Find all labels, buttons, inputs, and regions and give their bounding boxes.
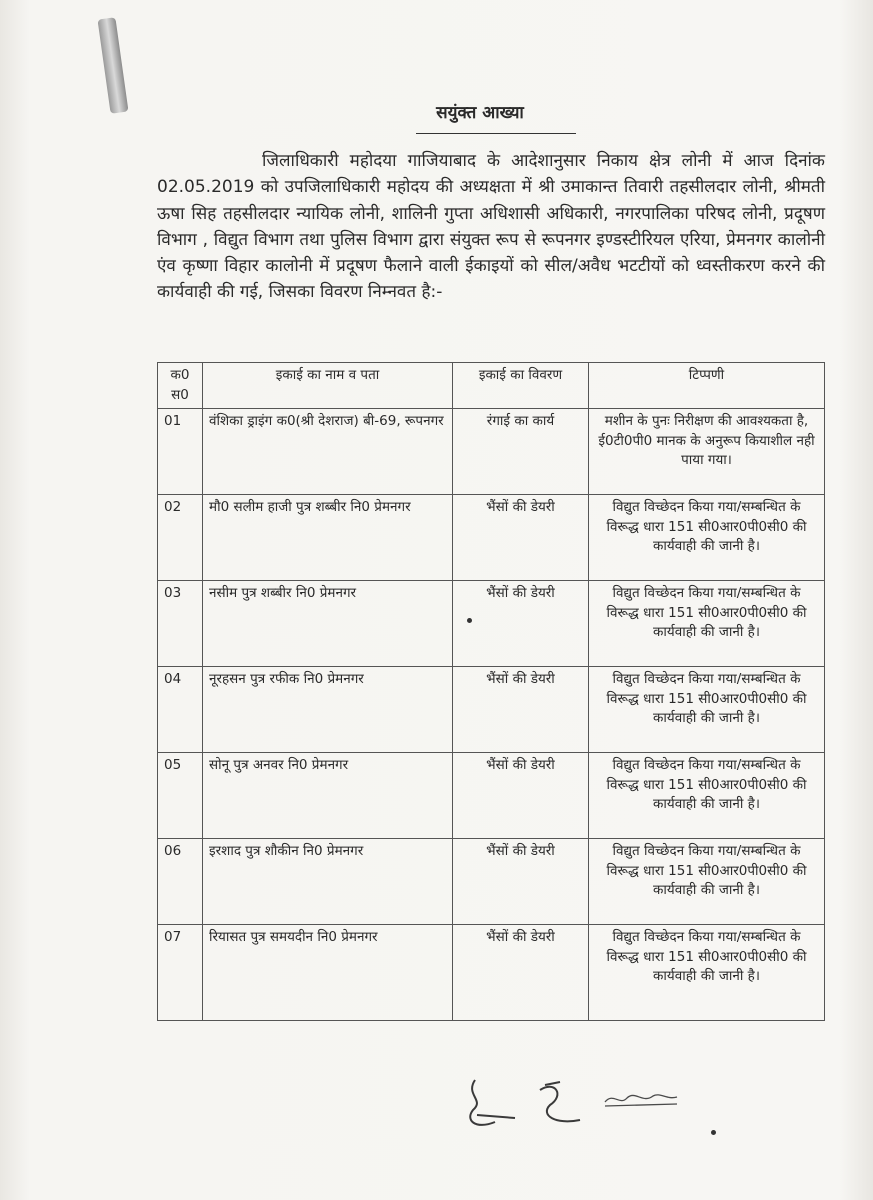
table-row	[158, 495, 825, 581]
units-table	[157, 362, 825, 1021]
row-unit-name: इरशाद पुत्र शौकीन नि0 प्रेमनगर	[203, 839, 453, 925]
ink-speck	[467, 618, 472, 623]
row-remarks: विद्युत विच्छेदन किया गया/सम्बन्धित के विरूद्ध धारा 151 सी0आर0पी0सी0 की कार्यवाही की जानी है।	[589, 925, 825, 1021]
row-serial: 01	[158, 409, 203, 495]
row-unit-name: नसीम पुत्र शब्बीर नि0 प्रेमनगर	[203, 581, 453, 667]
row-remarks: विद्युत विच्छेदन किया गया/सम्बन्धित के विरूद्ध धारा 151 सी0आर0पी0सी0 की कार्यवाही की जानी है।	[589, 753, 825, 839]
signature-2	[540, 1082, 580, 1121]
report-paragraph: जिलाधिकारी महोदया गाजियाबाद के आदेशानुसार निकाय क्षेत्र लोनी में आज दिनांक 02.05.2019 को उपजिलाधिकारी महोदय की अध्यक्षता में श्री उमाकान्त तिवारी तहसीलदार लोनी, श्रीमती ऊषा सिह तहसीलदार न्यायिक लोनी, शालिनी गुप्ता अधिशासी अधिकारी, नगरपालिका परिषद लोनी, प्रदूषण विभाग , विद्युत विभाग तथा पुलिस विभाग द्वारा संयुक्त रूप से रूपनगर इण्डस्टीरियल एरिया, प्रेमनगर कालोनी एंव कृष्णा विहार कालोनी में प्रदूषण फैलाने वाली ईकाइयों को सील/अवैध भटटीयों को ध्वस्तीकरण करने की कार्यवाही की गई, जिसका विवरण निम्नवत है:-	[157, 151, 825, 303]
title-underline	[416, 133, 576, 134]
row-unit-name: रियासत पुत्र समयदीन नि0 प्रेमनगर	[203, 925, 453, 1021]
table-row	[158, 667, 825, 753]
table-row	[158, 925, 825, 1021]
header-unit-name: इकाई का नाम व पता	[203, 363, 453, 409]
row-remarks: विद्युत विच्छेदन किया गया/सम्बन्धित के विरूद्ध धारा 151 सी0आर0पी0सी0 की कार्यवाही की जानी है।	[589, 495, 825, 581]
row-unit-description: भैंसों की डेयरी	[453, 581, 589, 667]
signatures	[455, 1070, 685, 1140]
table-row	[158, 753, 825, 839]
row-serial: 07	[158, 925, 203, 1021]
table-header-row	[158, 363, 825, 409]
header-remarks: टिप्पणी	[589, 363, 825, 409]
row-unit-name: सोनू पुत्र अनवर नि0 प्रेमनगर	[203, 753, 453, 839]
row-unit-name: मौ0 सलीम हाजी पुत्र शब्बीर नि0 प्रेमनगर	[203, 495, 453, 581]
header-unit-description: इकाई का विवरण	[453, 363, 589, 409]
row-remarks: विद्युत विच्छेदन किया गया/सम्बन्धित के विरूद्ध धारा 151 सी0आर0पी0सी0 की कार्यवाही की जानी है।	[589, 581, 825, 667]
staple-pin	[97, 17, 128, 114]
row-serial: 03	[158, 581, 203, 667]
row-serial: 04	[158, 667, 203, 753]
row-unit-description: भैंसों की डेयरी	[453, 839, 589, 925]
table-row	[158, 409, 825, 495]
row-unit-description: रंगाई का कार्य	[453, 409, 589, 495]
row-remarks: मशीन के पुनः निरीक्षण की आवश्यकता है, ई0टी0पी0 मानक के अनुरूप कियाशील नही पाया गया।	[589, 409, 825, 495]
row-unit-description: भैंसों की डेयरी	[453, 667, 589, 753]
document-title: सयुंक्त आख्या	[436, 103, 524, 123]
row-unit-description: भैंसों की डेयरी	[453, 495, 589, 581]
row-unit-name: वंशिका ड्राइंग क0(श्री देशराज) बी-69, रूपनगर	[203, 409, 453, 495]
row-remarks: विद्युत विच्छेदन किया गया/सम्बन्धित के विरूद्ध धारा 151 सी0आर0पी0सी0 की कार्यवाही की जानी है।	[589, 667, 825, 753]
row-unit-description: भैंसों की डेयरी	[453, 753, 589, 839]
row-serial: 05	[158, 753, 203, 839]
row-unit-name: नूरहसन पुत्र रफीक नि0 प्रेमनगर	[203, 667, 453, 753]
row-remarks: विद्युत विच्छेदन किया गया/सम्बन्धित के विरूद्ध धारा 151 सी0आर0पी0सी0 की कार्यवाही की जानी है।	[589, 839, 825, 925]
ink-speck	[711, 1130, 716, 1135]
row-unit-description: भैंसों की डेयरी	[453, 925, 589, 1021]
header-serial: क0 स0	[158, 363, 203, 409]
signature-3	[605, 1095, 677, 1106]
table-row	[158, 839, 825, 925]
signature-1	[470, 1080, 515, 1125]
row-serial: 02	[158, 495, 203, 581]
table-row	[158, 581, 825, 667]
row-serial: 06	[158, 839, 203, 925]
